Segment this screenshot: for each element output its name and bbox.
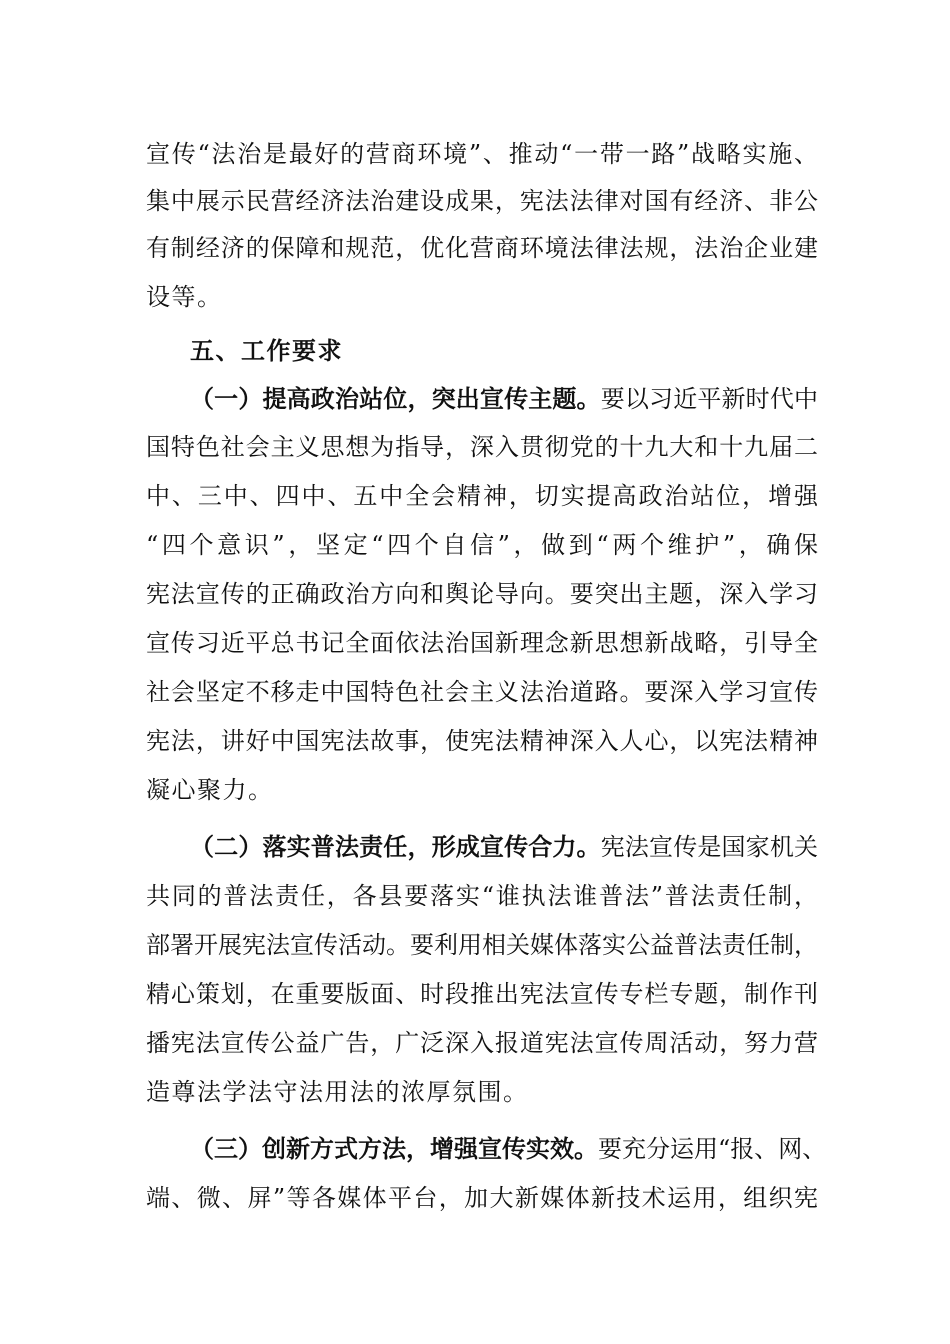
paragraph-line: 宣传习近平总书记全面依法治国新理念新思想新战略，引导全 — [146, 629, 818, 657]
paragraph-line: 宪法宣传的正确政治方向和舆论导向。要突出主题，深入学习 — [146, 580, 818, 608]
paragraph-line: 共同的普法责任，各县要落实“谁执法谁普法”普法责任制， — [146, 882, 818, 910]
paragraph-line: “四个意识”，坚定“四个自信”，做到“两个维护”，确保 — [146, 531, 818, 559]
subsection-first-line — [190, 384, 818, 414]
paragraph-line: 中、三中、四中、五中全会精神，切实提高政治站位，增强 — [146, 482, 818, 510]
section-heading: 五、工作要求 — [190, 336, 343, 365]
subsection-first-line — [190, 832, 818, 862]
paragraph-line: 播宪法宣传公益广告，广泛深入报道宪法宣传周活动，努力营 — [146, 1029, 818, 1057]
paragraph-line: 国特色社会主义思想为指导，深入贯彻党的十九大和十九届二 — [146, 433, 818, 461]
paragraph-line: 集中展示民营经济法治建设成果，宪法法律对国有经济、非公 — [146, 187, 818, 215]
paragraph-line: 精心策划，在重要版面、时段推出宪法宣传专栏专题，制作刊 — [146, 980, 818, 1008]
paragraph-line: 宪法，讲好中国宪法故事，使宪法精神深入人心，以宪法精神 — [146, 727, 818, 755]
subsection-title: （二）落实普法责任，形成宣传合力。 — [190, 832, 601, 861]
paragraph-line: 宣传“法治是最好的营商环境”、推动“一带一路”战略实施、 — [146, 140, 818, 168]
subsection-text: 宪法宣传是国家机关 — [600, 833, 818, 861]
paragraph-line: 造尊法学法守法用法的浓厚氛围。 — [146, 1078, 529, 1106]
subsection-title: （三）创新方式方法，增强宣传实效。 — [190, 1134, 598, 1163]
paragraph-line: 部署开展宪法宣传活动。要利用相关媒体落实公益普法责任制， — [146, 931, 818, 959]
paragraph-line: 社会坚定不移走中国特色社会主义法治道路。要深入学习宣传 — [146, 678, 818, 706]
subsection-text: 要充分运用“报、网、 — [598, 1135, 827, 1163]
paragraph-line: 设等。 — [146, 283, 223, 311]
paragraph-line: 有制经济的保障和规范，优化营商环境法律法规，法治企业建 — [146, 234, 818, 262]
subsection-text: 要以习近平新时代中 — [600, 385, 818, 413]
paragraph-line: 端、微、屏”等各媒体平台，加大新媒体新技术运用，组织宪 — [146, 1184, 818, 1212]
subsection-first-line — [190, 1134, 827, 1164]
subsection-title: （一）提高政治站位，突出宣传主题。 — [190, 384, 601, 413]
paragraph-line: 凝心聚力。 — [146, 776, 274, 804]
